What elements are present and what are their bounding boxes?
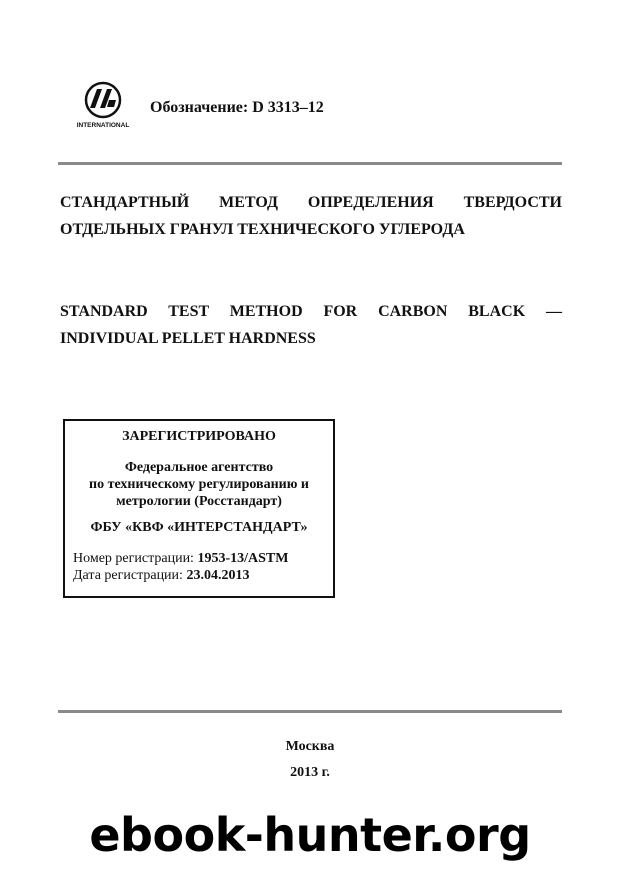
registration-date-value: 23.04.2013 [186,568,250,583]
top-divider [58,162,562,165]
registration-heading: ЗАРЕГИСТРИРОВАНО [122,429,276,444]
registration-number [73,550,333,567]
agency-line-2: по техническому регулированию и [89,477,309,492]
registration-box [63,419,335,598]
registration-meta [73,550,333,584]
title-english-line-2: INDIVIDUAL PELLET HARDNESS [60,330,316,347]
registration-agency [65,459,333,510]
agency-line-3: метрологии (Росстандарт) [116,494,282,509]
registration-fbu: ФБУ «КВФ «ИНТЕРСТАНДАРТ» [90,520,308,535]
astm-logo [76,80,130,130]
footer-city: Москва [285,739,335,754]
registration-date [73,567,333,584]
footer-year: 2013 г. [290,765,330,780]
agency-line-1: Федеральное агентство [124,460,274,475]
title-russian [60,189,562,243]
registration-number-label: Номер регистрации: [73,551,198,566]
designation: Обозначение: D 3313–12 [150,99,324,116]
watermark: ebook-hunter.org [89,808,531,862]
title-english-line-1: STANDARD TEST METHOD FOR CARBON BLACK — [60,303,562,320]
svg-text:INTERNATIONAL: INTERNATIONAL [76,122,130,129]
title-russian-line-1: СТАНДАРТНЫЙ МЕТОД ОПРЕДЕЛЕНИЯ ТВЕРДОСТИ [60,194,562,211]
title-russian-line-2: ОТДЕЛЬНЫХ ГРАНУЛ ТЕХНИЧЕСКОГО УГЛЕРОДА [60,221,465,238]
bottom-divider [58,710,562,713]
title-english [60,298,562,352]
astm-logo-icon [76,80,130,130]
registration-number-value: 1953-13/ASTM [197,551,289,566]
registration-date-label: Дата регистрации: [73,568,187,583]
